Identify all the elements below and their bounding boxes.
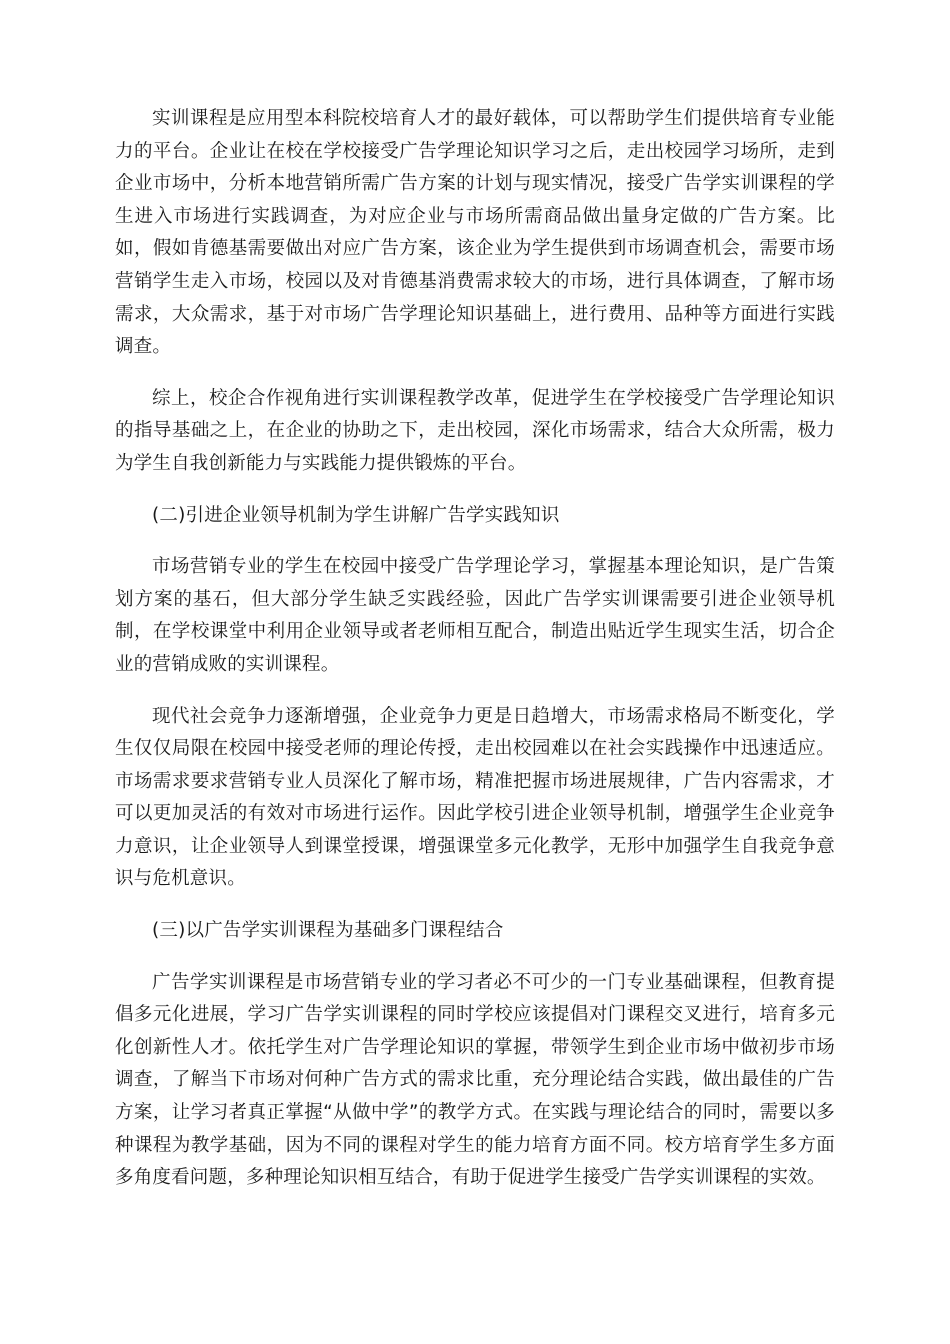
paragraph-practical-training-carrier: 实训课程是应用型本科院校培育人才的最好载体，可以帮助学生们提供培育专业能力的平台。企业让在校在学校接受广告学理论知识学习之后，走出校园学习场所，走到企业市场中，分析本地营销所需广告方案的计划与现实情况，接受广告学实训课程的学生进入市场进行实践调查，为对应企业与市场所需商品做出量身定做的广告方案。比如，假如肯德基需要做出对应广告方案，该企业为学生提供到市场调查机会，需要市场营销学生走入市场，校园以及对肯德基消费需求较大的市场，进行具体调查，了解市场需求，大众需求，基于对市场广告学理论知识基础上，进行费用、品种等方面进行实践调查。 <box>115 108 835 358</box>
document-page <box>115 103 835 1214</box>
paragraph-modern-competition: 现代社会竞争力逐渐增强，企业竞争力更是日趋增大，市场需求格局不断变化，学生仅仅局限在校园中接受老师的理论传授，走出校园难以在社会实践操作中迅速适应。市场需求要求营销专业人员深化了解市场，精准把握市场进展规律，广告内容需求，才可以更加灵活的有效对市场进行运作。因此学校引进企业领导机制，增强学生企业竞争力意识，让企业领导人到课堂授课，增强课堂多元化教学，无形中加强学生自我竞争意识与危机意识。 <box>115 705 835 890</box>
section-heading-2: (二)引进企业领导机制为学生讲解广告学实践知识 <box>152 504 560 526</box>
paragraph-summary: 综上，校企合作视角进行实训课程教学改革，促进学生在学校接受广告学理论知识的指导基础之上，在企业的协助之下，走出校园，深化市场需求，结合大众所需，极力为学生自我创新能力与实践能力提供锻炼的平台。 <box>115 387 835 474</box>
paragraph-marketing-students: 市场营销专业的学生在校园中接受广告学理论学习，掌握基本理论知识，是广告策划方案的基石，但大部分学生缺乏实践经验，因此广告学实训课需要引进企业领导机制，在学校课堂中利用企业领导或者老师相互配合，制造出贴近学生现实生活，切合企业的营销成败的实训课程。 <box>115 556 835 675</box>
paragraph-multi-course: 广告学实训课程是市场营销专业的学习者必不可少的一门专业基础课程，但教育提倡多元化进展，学习广告学实训课程的同时学校应该提倡对门课程交叉进行，培育多元化创新性人才。依托学生对广告学理论知识的掌握，带领学生到企业市场中做初步市场调查，了解当下市场对何种广告方式的需求比重，充分理论结合实践，做出最佳的广告方案，让学习者真正掌握“从做中学”的教学方式。在实践与理论结合的同时，需要以多种课程为教学基础，因为不同的课程对学生的能力培育方面不同。校方培育学生多方面多角度看问题，多种理论知识相互结合，有助于促进学生接受广告学实训课程的实效。 <box>115 971 835 1189</box>
section-heading-3: (三)以广告学实训课程为基础多门课程结合 <box>152 920 504 942</box>
